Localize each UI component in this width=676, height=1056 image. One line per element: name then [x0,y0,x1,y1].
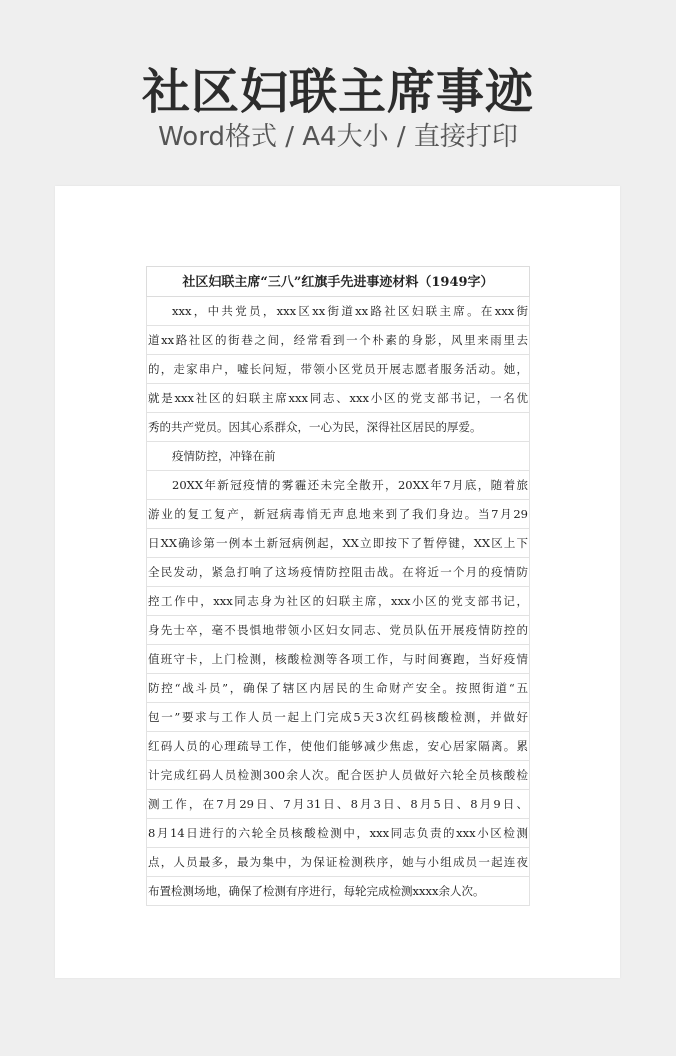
paragraph-line: 日XX确诊第一例本土新冠病例起，XX立即按下了暂停键，XX区上下 [146,529,530,558]
banner-subtitle: Word格式 / A4大小 / 直接打印 [158,122,518,152]
paragraph-line: 20XX年新冠疫情的雾霾还未完全散开，20XX年7月底，随着旅 [146,471,530,500]
banner-title: 社区妇联主席事迹 [141,64,534,120]
paragraph-line: 的，走家串户，嘘长问短，带领小区党员开展志愿者服务活动。她， [146,355,530,384]
paragraph-line: 包一”要求与工作人员一起上门完成5天3次红码核酸检测，并做好 [146,703,530,732]
paragraph-line: xxx，中共党员，xxx区xx街道xx路社区妇联主席。在xxx街 [146,297,530,326]
paragraph-line: 红码人员的心理疏导工作，使他们能够减少焦虑，安心居家隔离。累 [146,732,530,761]
paragraph-line: 防控“战斗员”，确保了辖区内居民的生命财产安全。按照街道“五 [146,674,530,703]
paragraph-line: 计完成红码人员检测300余人次。配合医护人员做好六轮全员核酸检 [146,761,530,790]
paragraph-line: 道xx路社区的街巷之间，经常看到一个朴素的身影，风里来雨里去 [146,326,530,355]
paragraph-line: 点，人员最多，最为集中，为保证检测秩序，她与小组成员一起连夜 [146,848,530,877]
paragraph-line: 布置检测场地，确保了检测有序进行，每轮完成检测xxxx余人次。 [146,877,530,906]
paragraph-line: 控工作中，xxx同志身为社区的妇联主席，xxx小区的党支部书记， [146,587,530,616]
paragraph-line: 身先士卒，毫不畏惧地带领小区妇女同志、党员队伍开展疫情防控的 [146,616,530,645]
document-title: 社区妇联主席“三八”红旗手先进事迹材料（1949字） [146,266,530,297]
paragraph-line: 全民发动，紧急打响了这场疫情防控阻击战。在将近一个月的疫情防 [146,558,530,587]
section-heading: 疫情防控，冲锋在前 [146,442,530,471]
paragraph-line: 秀的共产党员。因其心系群众，一心为民，深得社区居民的厚爱。 [146,413,530,442]
paragraph-line: 值班守卡，上门检测，核酸检测等各项工作，与时间赛跑，当好疫情 [146,645,530,674]
paragraph-line: 就是xxx社区的妇联主席xxx同志、xxx小区的党支部书记，一名优 [146,384,530,413]
paragraph-line: 测工作，在7月29日、7月31日、8月3日、8月5日、8月9日、 [146,790,530,819]
paragraph-line: 8月14日进行的六轮全员核酸检测中，xxx同志负责的xxx小区检测 [146,819,530,848]
paragraph-line: 游业的复工复产，新冠病毒悄无声息地来到了我们身边。当7月29 [146,500,530,529]
document-body [146,266,530,906]
